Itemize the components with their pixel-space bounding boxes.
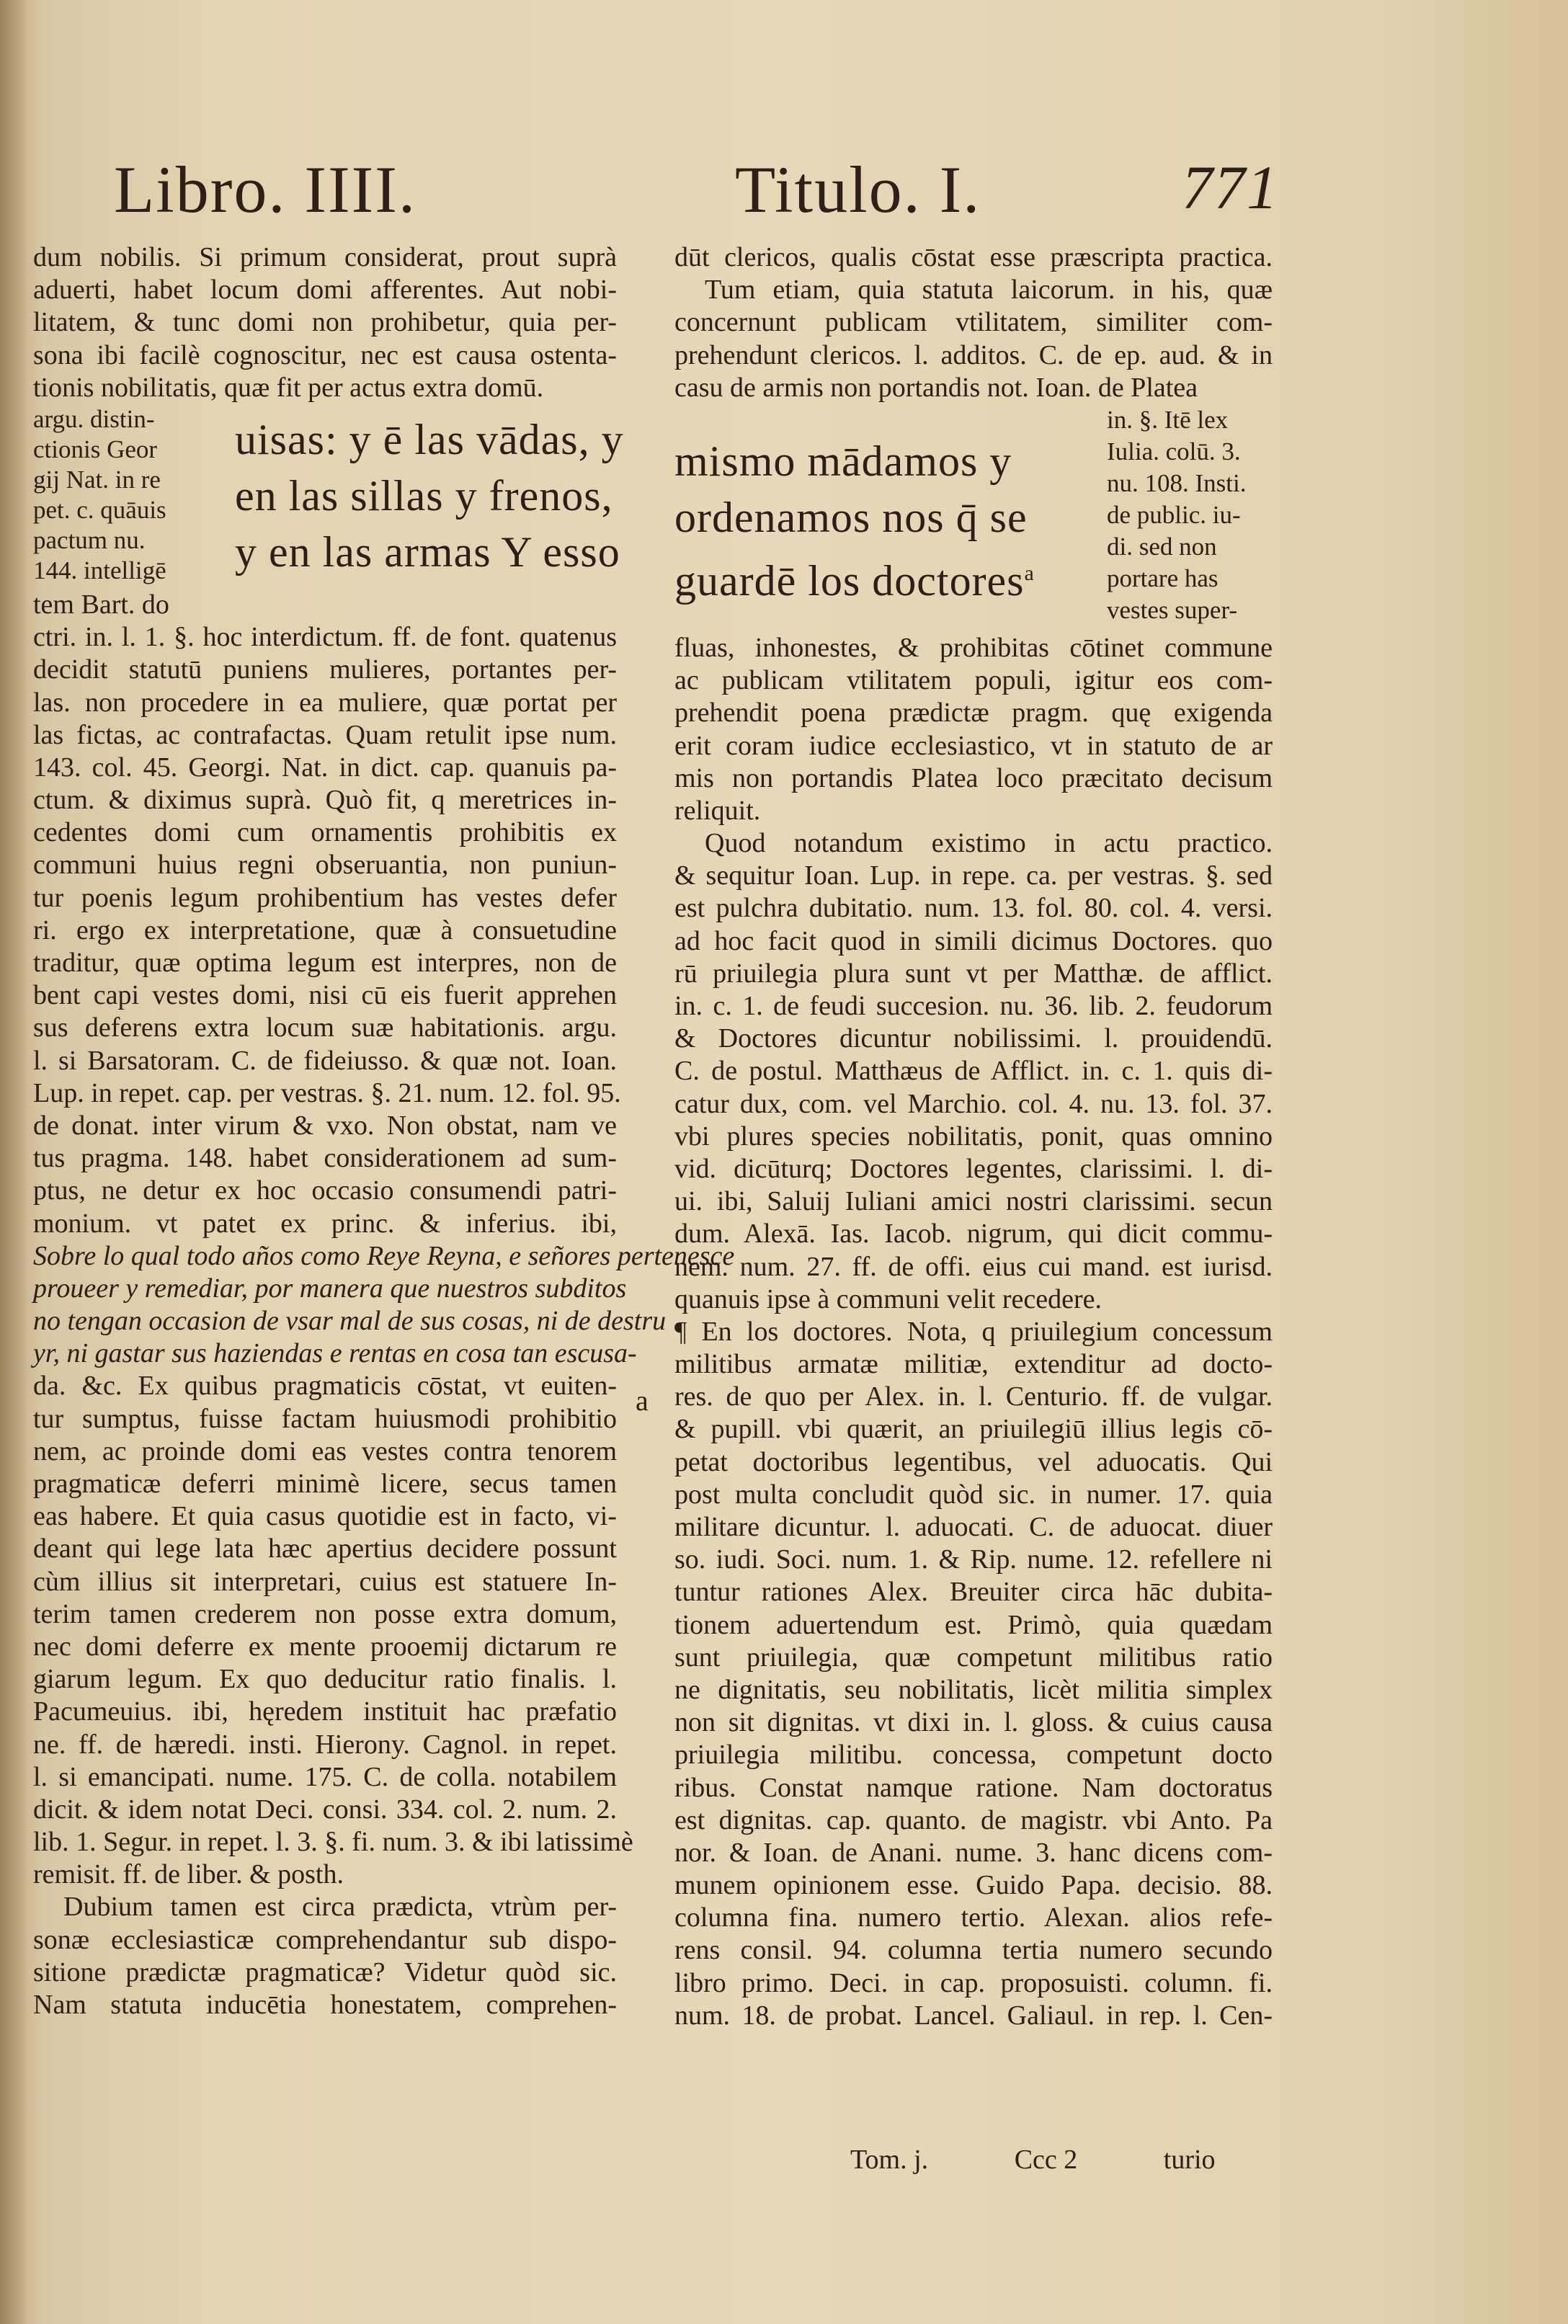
left-italic-quote	[33, 1240, 735, 1403]
text-line: post multa concludit quòd sic. in numer. 17. quia	[674, 1479, 1273, 1510]
text-line: Tum etiam, quia statuta laicorum. in his, quæ	[705, 275, 1273, 306]
text-line: res. de quo per Alex. in. l. Centurio. ff. de vulgar.	[674, 1381, 1273, 1412]
left-para-3	[33, 1403, 633, 1892]
law-line: y en las armas Y esso	[235, 527, 620, 576]
text-line: so. iudi. Soci. num. 1. & Rip. nume. 12. refellere ni	[674, 1544, 1273, 1575]
text-line: tionem aduertendum est. Primò, quia quædam	[674, 1609, 1273, 1640]
text-line: cùm illius sit interpretari, cuius est statuere In-	[33, 1566, 617, 1597]
text-line: C. de postul. Matthæus de Afflict. in. c. 1. quis di-	[674, 1056, 1273, 1087]
text-line: rū priuilegia plura sunt vt per Matthæ. de afflict.	[674, 958, 1273, 989]
text-line: l. si Barsatoram. C. de fideiusso. & quæ not. Ioan.	[33, 1045, 617, 1076]
text-line: reliquit.	[674, 795, 761, 826]
text-line: num. 18. de probat. Lancel. Galiaul. in rep. l. Cen-	[674, 2000, 1273, 2031]
text-line: terim tamen crederem non posse extra domum,	[33, 1598, 617, 1629]
text-line: non sit dignitas. vt dixi in. l. gloss. & cuius causa	[674, 1707, 1273, 1738]
right-para-1	[674, 241, 1273, 404]
text-line: ac publicam vtilitatem populi, igitur eos com-	[674, 665, 1273, 696]
italic-line: no tengan occasion de vsar mal de sus cosas, ni de destru	[33, 1306, 667, 1337]
text-line: fluas, inhonestes, & prohibitas cōtinet commune	[674, 632, 1273, 663]
text-line: est pulchra dubitatio. num. 13. fol. 80. col. 4. versi.	[674, 893, 1273, 924]
catchword: turio	[1163, 2145, 1216, 2175]
gloss-line: de public. iu-	[1107, 500, 1241, 529]
text-line: casu de armis non portandis not. Ioan. de Platea	[674, 372, 1198, 403]
gloss-line: tem Bart. do	[33, 589, 169, 620]
text-line: tur poenis legum prohibentium has vestes defer	[33, 882, 617, 913]
text-line: ne dignitatis, seu nobilitatis, licèt militia simplex	[674, 1674, 1273, 1705]
text-line: vid. dicūturq; Doctores legentes, clarissimi. l. di-	[674, 1153, 1273, 1184]
text-line: in. c. 1. de feudi succesion. nu. 36. lib. 2. feudorum	[674, 991, 1273, 1021]
text-line: Pacumeuius. ibi, hęredem instituit hac præfatio	[33, 1696, 617, 1727]
text-line: ¶ En los doctores. Nota, q priuilegium concessum	[674, 1316, 1273, 1347]
gloss-line: in. §. Itē lex	[1107, 405, 1229, 434]
text-line: erit coram iudice ecclesiastico, vt in statuto de ar	[674, 730, 1273, 761]
text-line: munem opinionem esse. Guido Papa. decisio. 88.	[674, 1870, 1273, 1901]
text-line: sitione prædictæ pragmaticæ? Videtur quòd sic.	[33, 1956, 617, 1987]
law-line: en las sillas y frenos,	[235, 471, 613, 520]
text-line: ri. ergo ex interpretatione, quæ à consuetudine	[33, 914, 617, 945]
text-line: litatem, & tunc domi non prohibetur, quia per-	[33, 307, 617, 338]
text-line: 143. col. 45. Georgi. Nat. in dict. cap. quanuis pa-	[33, 752, 617, 783]
left-gloss	[33, 404, 228, 586]
italic-line: yr, ni gastar sus haziendas e rentas en cosa tan escusa-	[33, 1338, 637, 1369]
text-line: lib. 1. Segur. in repet. l. 3. §. fi. num. 3. & ibi latissimè	[33, 1827, 633, 1858]
text-line: ui. ibi, Saluij Iuliani amici nostri clarissimi. secun	[674, 1186, 1273, 1217]
text-line: ptus, ne detur ex hoc occasio consumendi patri-	[33, 1175, 617, 1206]
gloss-line: vestes super-	[1107, 595, 1238, 624]
text-line: tionis nobilitatis, quæ fit per actus extra domū.	[33, 372, 544, 403]
text-line: deant qui lege lata hæc apertius decidere possunt	[33, 1533, 617, 1564]
text-line: tur sumptus, fuisse factam huiusmodi prohibitio	[33, 1403, 617, 1434]
text-line: dum. Alexā. Ias. Iacob. nigrum, qui dicit commu-	[674, 1219, 1273, 1250]
text-line: sonæ ecclesiasticæ comprehendantur sub dispo-	[33, 1924, 617, 1955]
text-line: concernunt publicam vtilitatem, similiter com-	[674, 307, 1273, 338]
text-line: cedentes domi cum ornamentis prohibitis ex	[33, 817, 617, 848]
text-line: tuntur rationes Alex. Breuiter circa hāc dubita-	[674, 1577, 1273, 1608]
text-line: decidit statutū puniens mulieres, portantes per-	[33, 654, 617, 685]
left-para-1	[33, 241, 617, 404]
text-line: libro primo. Deci. in cap. proposuisti. column. fi.	[674, 1967, 1273, 1998]
law-text-left	[235, 411, 624, 580]
gloss-line: ctionis Geor	[33, 435, 158, 463]
text-line: ribus. Constat namque ratione. Nam doctoratus	[674, 1772, 1273, 1803]
right-gloss	[1107, 404, 1280, 626]
text-line: communi huius regni obseruantia, non puniun-	[33, 850, 617, 881]
text-line: de donat. inter virum & vxo. Non obstat, nam ve	[33, 1110, 617, 1141]
text-line: giarum legum. Ex quo deducitur ratio finalis. l.	[33, 1664, 617, 1695]
text-line: militare dicuntur. l. aduocati. C. de aduocat. diuer	[674, 1512, 1273, 1542]
text-line: nor. & Ioan. de Anani. nume. 3. hanc dicens com-	[674, 1837, 1273, 1868]
text-line: Dubium tamen est circa prædicta, vtrùm per-	[63, 1892, 617, 1923]
gloss-line: Iulia. colū. 3.	[1107, 437, 1241, 466]
text-line: vbi plures species nobilitatis, ponit, quas omnino	[674, 1121, 1273, 1152]
right-para-3	[674, 827, 1273, 1316]
signature-mark: Tom. j.	[850, 2145, 929, 2175]
text-line: las fictas, ac contrafactas. Quam retulit ipse num.	[33, 719, 617, 750]
text-line: dicit. & idem notat Deci. consi. 334. col. 2. num. 2.	[33, 1794, 617, 1825]
law-line-with-note	[674, 546, 1092, 609]
text-line: rens consil. 94. columna tertia numero secundo	[674, 1935, 1273, 1966]
text-line: Nam statuta inducētia honestatem, comprehen-	[33, 1990, 617, 2020]
text-line: petat doctoribus legentibus, vel aduocatis. Qui	[674, 1446, 1273, 1477]
text-line: columna fina. numero tertio. Alexan. alios refe-	[674, 1902, 1273, 1933]
italic-line: Sobre lo qual todo años como Reye Reyna, e señores pertenesce	[33, 1240, 735, 1271]
law-line: ordenamos nos q̄ se	[674, 493, 1028, 541]
gloss-line: pet. c. quāuis	[33, 495, 166, 524]
text-line: sona ibi facilè cognoscitur, nec est causa ostenta-	[33, 339, 617, 370]
left-inset	[33, 404, 624, 589]
gloss-line: argu. distin-	[33, 404, 155, 433]
text-line: & Doctores dicuntur nobilissimi. l. prouidendū.	[674, 1023, 1273, 1054]
text-line: quanuis ipse à communi velit recedere.	[674, 1283, 1102, 1314]
text-line: sunt priuilegia, quæ competunt militibus ratio	[674, 1642, 1273, 1673]
text-line: aduerti, habet locum domi afferentes. Aut nobi-	[33, 275, 617, 306]
text-line: & pupill. vbi quærit, an priuilegiū illius legis cō-	[674, 1414, 1273, 1445]
text-line: sus deferens extra locum suæ habitationis. argu.	[33, 1012, 617, 1043]
text-line: nem, ac proinde domi eas vestes contra tenorem	[33, 1435, 617, 1466]
law-line: mismo mādamos y	[674, 437, 1012, 485]
running-head-book: Libro. IIII.	[114, 153, 416, 226]
text-line: prehendit poena prædictæ pragm. quę exigenda	[674, 698, 1273, 729]
text-line: prehendunt clericos. l. additos. C. de ep. aud. & in	[674, 339, 1273, 370]
text-line: eas habere. Et quia casus quotidie est in facto, vi-	[33, 1501, 617, 1532]
text-line: nec domi deferre ex mente prooemij dictarum re	[33, 1631, 617, 1662]
text-line: catur dux, com. vel Marchio. col. 4. nu. 13. fol. 37.	[674, 1088, 1273, 1119]
text-line: mis non portandis Platea loco præcitato decisum	[674, 762, 1273, 793]
law-text-right	[674, 433, 1092, 609]
law-line: uisas: y ē las vādas, y	[235, 415, 624, 463]
left-para-4	[33, 1891, 617, 2021]
page-number: 771	[1182, 153, 1279, 222]
text-line: nem. num. 27. ff. de offi. eius cui mand. est iurisd.	[674, 1251, 1273, 1282]
text-line: dum nobilis. Si primum considerat, prout suprà	[33, 242, 617, 272]
right-inset	[674, 404, 1273, 632]
right-para-4	[674, 1316, 1273, 2032]
text-line: dūt clericos, qualis cōstat esse præscripta practica.	[674, 242, 1273, 272]
running-head-title: Titulo. I.	[735, 153, 981, 226]
text-line: monium. vt patet ex princ. & inferius. ibi,	[33, 1208, 617, 1239]
text-line: & sequitur Ioan. Lup. in repe. ca. per vestras. §. sed	[674, 860, 1273, 891]
gloss-line: portare has	[1107, 564, 1219, 592]
gloss-line: di. sed non	[1107, 532, 1217, 561]
gloss-line: gij Nat. in re	[33, 465, 161, 494]
page-footer	[850, 2144, 1216, 2176]
text-line: ctri. in. l. 1. §. hoc interdictum. ff. de font. quatenus	[33, 622, 617, 653]
text-line: Lup. in repet. cap. per vestras. §. 21. num. 12. fol. 95.	[33, 1077, 621, 1108]
text-line: bent capi vestes domi, nisi cū eis fuerit apprehen	[33, 980, 617, 1011]
gathering-mark: Ccc 2	[1014, 2145, 1078, 2175]
note-marker: a	[1024, 561, 1035, 585]
text-line: ne. ff. de hæredi. insti. Hierony. Cagnol. in repet.	[33, 1729, 617, 1760]
gloss-line: pactum nu.	[33, 525, 146, 554]
margin-note-marker: a	[636, 1384, 649, 1417]
page-fold-shadow	[0, 0, 29, 2324]
text-line: traditur, quæ optima legum est interpres, non de	[33, 948, 617, 978]
italic-line: proueer y remediar, por manera que nuestros subditos	[33, 1273, 627, 1304]
gloss-line: 144. intelligē	[33, 556, 166, 584]
text-line: tus pragma. 148. habet considerationem ad sum-	[33, 1143, 617, 1174]
text-line: militibus armatæ militiæ, extenditur ad docto-	[674, 1349, 1273, 1380]
law-line: guardē los doctores	[674, 556, 1025, 605]
text-line: Quod notandum existimo in actu practico.	[705, 828, 1273, 859]
gloss-line: nu. 108. Insti.	[1107, 468, 1247, 497]
right-column	[674, 241, 1273, 2032]
text-line: ad hoc facit quod in simili dicimus Doctores. quo	[674, 925, 1273, 956]
text-line: ctum. & diximus suprà. Quò fit, q meretrices in-	[33, 785, 617, 816]
right-para-2	[674, 632, 1273, 827]
text-line: remisit. ff. de liber. & posth.	[33, 1859, 344, 1890]
text-line: est dignitas. cap. quanto. de magistr. vbi Anto. Pa	[674, 1804, 1273, 1835]
text-line: da. &c. Ex quibus pragmaticis cōstat, vt euiten-	[33, 1371, 617, 1402]
text-line: l. si emancipati. nume. 175. C. de colla. notabilem	[33, 1761, 617, 1792]
text-line: priuilegia militibu. concessa, competunt docto	[674, 1740, 1273, 1771]
text-line: las. non procedere in ea muliere, quæ portat per	[33, 687, 617, 718]
left-para-2	[33, 621, 621, 1240]
text-line: pragmaticæ deferri minimè licere, secus tamen	[33, 1469, 617, 1499]
